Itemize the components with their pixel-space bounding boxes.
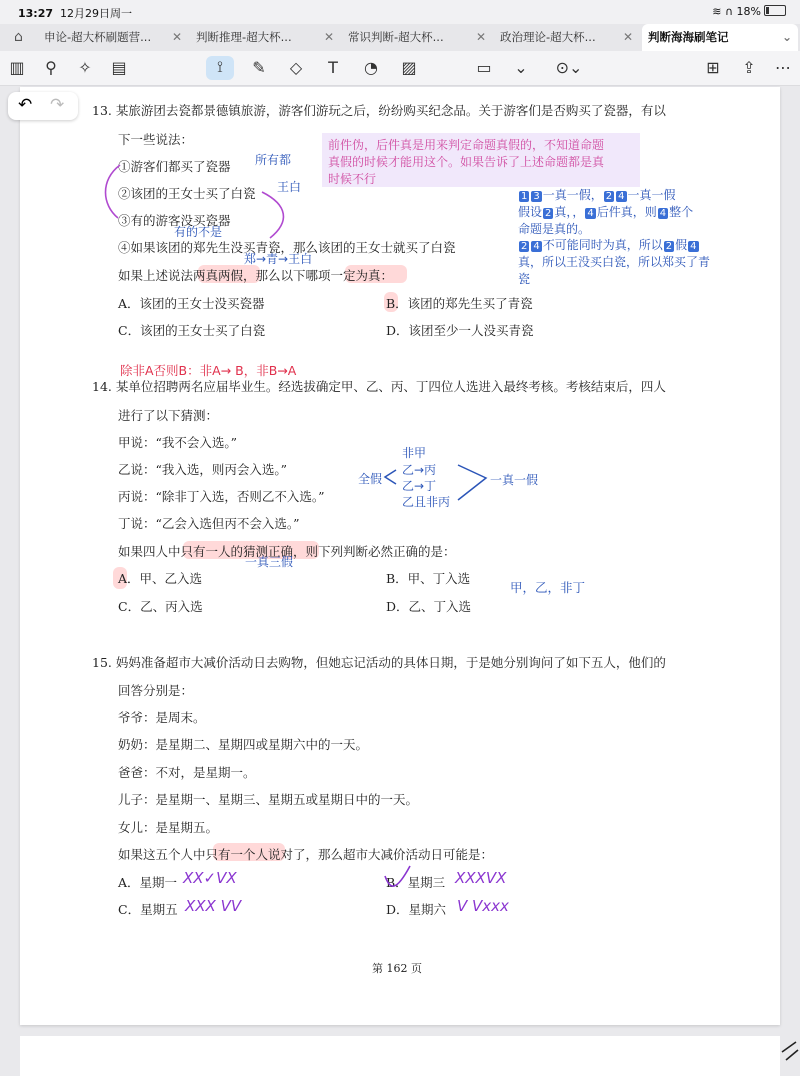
battery-icon [764,5,786,16]
circled-number: 4 [618,191,625,202]
close-icon[interactable]: ✕ [171,30,182,44]
q13-statement-2: ②该团的王女士买了白瓷 [118,186,256,201]
marks-option-a: XX✓VX [183,869,237,887]
annotation-analysis-5: 真，所以王没买白瓷，所以郑买了青 [518,255,711,269]
document-icon[interactable]: ▤ [111,58,127,77]
tab-label: 政治理论-超大杯... [500,30,596,44]
q15-option-d: D．星期六 [386,902,447,917]
more-chevron-icon[interactable]: ⌄ [514,58,528,77]
q14-option-b: B．甲、丁入选 [386,571,471,586]
annotation-analysis-2 [518,203,693,220]
marks-option-d: V Vxxx [457,897,509,915]
circled-number: 1 [521,191,528,202]
q15-option-a: A．星期一 [118,875,178,890]
shape-icon[interactable]: ◔ [364,58,378,77]
analysis-text: 一真一假， [542,188,603,202]
circled-number: 4 [533,241,540,252]
q13-option-c: C．该团的王女士买了白瓷 [118,323,266,338]
annotation-analysis-4 [518,236,700,253]
analysis-text: 假 [675,238,688,252]
q13-ask: 如果上述说法两真两假，那么以下哪项一定为真： [118,268,394,283]
image-icon[interactable]: ▨ [401,58,417,77]
q13-statement-4: ④如果该团的郑先生没买青瓷，那么该团的王女士就买了白瓷 [118,240,456,255]
annotation-yi-feibing: 乙且非丙 [402,495,451,509]
page-number: 第 162 页 [372,962,422,975]
note-line-1: 前件伪，后件真是用来判定命题真假的，不知道命题 [328,138,605,152]
status-date: 12月29日周一 [60,7,133,20]
eraser-icon[interactable]: ◇ [289,58,303,77]
q15-option-c: C．星期五 [118,902,178,917]
analysis-text: 假设 [518,205,543,219]
annotation-suoyoudu: 所有都 [255,153,292,167]
resize-handle-icon[interactable] [782,1042,798,1060]
undo-redo-panel [8,92,78,120]
new-page-icon[interactable]: ⊞ [706,58,720,77]
q14-yi: 乙说：“我入选，则丙会入选。” [118,462,288,477]
lasso-icon[interactable]: ⟟ [206,56,234,80]
annotation-analysis-6: 瓷 [518,272,531,286]
annotation-zheng-chain: 郑→青→王白 [244,252,313,266]
analysis-text: 后件真，则 [596,205,657,219]
search-icon[interactable]: ⚲ [45,58,57,77]
q15-dad: 爸爸：不对，是星期一。 [118,765,256,780]
tab-zhengzhi[interactable] [494,24,639,51]
annotation-feijia: 非甲 [402,446,427,460]
sticky-note-icon[interactable]: ▭ [476,58,492,77]
home-icon[interactable]: ⌂ [14,29,23,45]
q15-stem-cont: 回答分别是： [118,683,194,698]
next-page [20,1036,780,1076]
annotation-yizhensanjia: 一真三假 [245,555,294,569]
analysis-text: 不可能同时为真，所以 [542,238,663,252]
circled-number: 2 [665,241,673,252]
undo-icon[interactable]: ↶ [18,95,33,115]
circled-number: 2 [545,208,552,219]
circled-number: 4 [587,208,594,219]
chevron-down-icon[interactable]: ⌄ [781,30,792,44]
q14-option-c: C．乙、丙入选 [118,599,203,614]
analysis-text: 真，， [554,205,585,219]
tab-label: 判断推理-超大杯... [196,30,292,44]
tab-notes-active[interactable] [642,24,798,51]
tab-bar [0,24,800,52]
q13-statement-3: ③有的游客没买瓷器 [118,213,231,228]
sidebar-icon[interactable]: ▥ [9,58,25,77]
q15-option-b: B．星期三 [386,875,446,890]
annotation-yi-bing: 乙→丙 [402,463,437,477]
q13-statement-1: ①游客们都买了瓷器 [118,159,231,174]
note-line-2: 真假的时候才能用这个。如果告诉了上述命题都是真 [328,155,605,169]
tab-label: 判断海海刷笔记 [648,30,729,44]
circled-number: 4 [659,208,667,219]
annotation-analysis-3: 命题是真的。 [518,222,591,236]
annotation-analysis-1 [518,186,676,203]
q15-grandma: 奶奶：是星期二、星期四或星期六中的一天。 [118,737,369,752]
tab-label: 常识判断-超大杯... [348,30,444,44]
q13-option-b: B．该团的郑先生买了青瓷 [386,296,533,311]
annotation-yi-ding: 乙→丁 [402,479,437,493]
circled-number: 2 [521,241,528,252]
tab-changshi[interactable] [342,24,492,51]
annotation-wangbai: 王白 [277,180,302,194]
close-icon[interactable]: ✕ [475,30,486,44]
annotation-quanjia: 全假 [358,472,383,486]
tab-label: 申论-超大杯刷题营... [44,30,152,44]
status-bar [0,0,800,24]
annotation-red-rule: 除非A否则B：非A→ B，非B→A [120,363,297,378]
close-icon[interactable]: ✕ [622,30,633,44]
q14-bing: 丙说：“除非丁入选，否则乙不入选。” [118,489,325,504]
note-line-3: 时候不行 [328,172,377,186]
q14-option-a: A．甲、乙入选 [118,571,203,586]
q13-stem-cont: 下一些说法： [118,132,194,147]
ellipsis-icon[interactable]: ⋯ [775,58,791,77]
tab-panduan-tuili[interactable] [190,24,340,51]
tab-shenlun[interactable] [38,24,188,51]
text-box-icon[interactable]: T [328,58,338,77]
wifi-icon: ≋ [712,5,722,18]
pen-icon[interactable]: ✎ [252,58,266,77]
q14-option-d: D．乙、丁入选 [386,599,472,614]
headphones-icon: ∩ [724,5,734,18]
q14-stem: 14. 某单位招聘两名应届毕业生。经选拔确定甲、乙、丙、丁四位人选进入最终考核。考核结束后，四人 [92,379,666,394]
annotation-jia-yi-feiding: 甲，乙，非丁 [510,580,586,595]
q15-stem: 15. 妈妈准备超市大减价活动日去购物，但她忘记活动的具体日期，于是她分别询问了如下五人，他们的 [92,655,666,670]
marks-option-b: XXXVX [455,869,507,887]
q15-ask: 如果这五个人中只有一个人说对了，那么超市大减价活动日可能是： [118,847,494,862]
q14-ask: 如果四人中只有一人的猜测正确，则下列判断必然正确的是： [118,544,456,559]
circled-number: 4 [690,241,697,252]
q14-stem-cont: 进行了以下猜测： [118,408,219,423]
microphone-icon[interactable]: ⊙⌄ [555,58,583,77]
q13-option-a: A．该团的王女士没买瓷器 [118,296,265,311]
analysis-text: 一真一假 [627,188,676,202]
share-icon[interactable]: ⇪ [742,58,756,77]
status-time: 13:27 [18,7,54,20]
marks-option-c: XXX VV [185,897,242,915]
battery-percent: 18% [736,5,761,18]
q14-ding: 丁说：“乙会入选但丙不会入选。” [118,516,300,531]
analysis-text: 整个 [669,205,694,219]
circled-number: 2 [605,191,613,202]
ai-sparkle-icon[interactable]: ✧ [78,58,92,77]
circled-number: 3 [533,191,540,202]
q15-daughter: 女儿：是星期五。 [118,820,219,835]
redo-icon[interactable]: ↷ [50,95,65,115]
q13-stem: 13. 某旅游团去瓷都景德镇旅游，游客们游玩之后，纷纷购买纪念品。关于游客们是否购买了瓷器，有以 [92,103,666,118]
annotation-youdebushi: 有的不是 [174,225,223,239]
q15-son: 儿子：是星期一、星期三、星期五或星期日中的一天。 [118,792,419,807]
annotation-yizhenyijia: 一真一假 [490,473,539,487]
toolbar [0,51,800,86]
q15-grandpa: 爷爷：是周末。 [118,710,206,725]
close-icon[interactable]: ✕ [323,30,334,44]
q14-jia: 甲说：“我不会入选。” [118,435,238,450]
q13-option-d: D．该团至少一人没买青瓷 [386,323,534,338]
